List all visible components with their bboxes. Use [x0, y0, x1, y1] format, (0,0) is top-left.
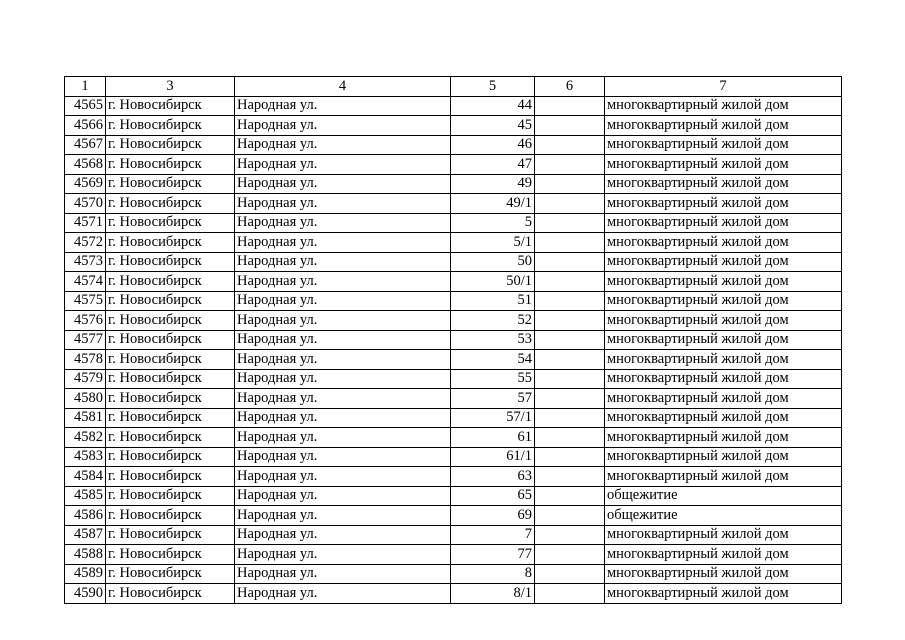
empty-cell — [535, 584, 605, 604]
house-number-cell: 49/1 — [451, 194, 535, 214]
table-row — [65, 311, 842, 331]
table-row — [65, 135, 842, 155]
street-cell: Народная ул. — [235, 233, 451, 253]
house-number-cell: 44 — [451, 96, 535, 116]
street-cell: Народная ул. — [235, 213, 451, 233]
row-number-cell: 4577 — [65, 330, 106, 350]
building-type-cell: многоквартирный жилой дом — [605, 350, 842, 370]
street-cell: Народная ул. — [235, 408, 451, 428]
street-cell: Народная ул. — [235, 272, 451, 292]
row-number-cell: 4578 — [65, 350, 106, 370]
building-type-cell: общежитие — [605, 486, 842, 506]
table-row — [65, 389, 842, 409]
row-number-cell: 4573 — [65, 252, 106, 272]
empty-cell — [535, 564, 605, 584]
house-number-cell: 50 — [451, 252, 535, 272]
row-number-cell: 4588 — [65, 545, 106, 565]
city-cell: г. Новосибирск — [106, 584, 235, 604]
street-cell: Народная ул. — [235, 155, 451, 175]
table-row — [65, 233, 842, 253]
street-cell: Народная ул. — [235, 135, 451, 155]
house-number-cell: 53 — [451, 330, 535, 350]
house-number-cell: 63 — [451, 467, 535, 487]
city-cell: г. Новосибирск — [106, 369, 235, 389]
row-number-cell: 4587 — [65, 525, 106, 545]
building-type-cell: многоквартирный жилой дом — [605, 447, 842, 467]
house-number-cell: 50/1 — [451, 272, 535, 292]
table-row — [65, 467, 842, 487]
house-number-cell: 45 — [451, 116, 535, 136]
street-cell: Народная ул. — [235, 447, 451, 467]
row-number-cell: 4584 — [65, 467, 106, 487]
city-cell: г. Новосибирск — [106, 350, 235, 370]
row-number-cell: 4581 — [65, 408, 106, 428]
row-number-cell: 4576 — [65, 311, 106, 331]
city-cell: г. Новосибирск — [106, 252, 235, 272]
city-cell: г. Новосибирск — [106, 525, 235, 545]
building-type-cell: многоквартирный жилой дом — [605, 116, 842, 136]
house-number-cell: 69 — [451, 506, 535, 526]
street-cell: Народная ул. — [235, 428, 451, 448]
street-cell: Народная ул. — [235, 174, 451, 194]
building-type-cell: многоквартирный жилой дом — [605, 330, 842, 350]
city-cell: г. Новосибирск — [106, 96, 235, 116]
city-cell: г. Новосибирск — [106, 233, 235, 253]
street-cell: Народная ул. — [235, 96, 451, 116]
empty-cell — [535, 311, 605, 331]
empty-cell — [535, 428, 605, 448]
table-row — [65, 252, 842, 272]
city-cell: г. Новосибирск — [106, 389, 235, 409]
empty-cell — [535, 272, 605, 292]
house-number-cell: 8/1 — [451, 584, 535, 604]
table-body — [65, 96, 842, 603]
row-number-cell: 4586 — [65, 506, 106, 526]
empty-cell — [535, 213, 605, 233]
table-row — [65, 194, 842, 214]
empty-cell — [535, 350, 605, 370]
house-number-cell: 65 — [451, 486, 535, 506]
row-number-cell: 4569 — [65, 174, 106, 194]
row-number-cell: 4567 — [65, 135, 106, 155]
row-number-cell: 4580 — [65, 389, 106, 409]
address-register-table — [64, 76, 842, 604]
city-cell: г. Новосибирск — [106, 447, 235, 467]
house-number-cell: 5 — [451, 213, 535, 233]
table-row — [65, 447, 842, 467]
street-cell: Народная ул. — [235, 506, 451, 526]
house-number-cell: 57 — [451, 389, 535, 409]
building-type-cell: многоквартирный жилой дом — [605, 369, 842, 389]
empty-cell — [535, 252, 605, 272]
building-type-cell: многоквартирный жилой дом — [605, 174, 842, 194]
row-number-cell: 4582 — [65, 428, 106, 448]
house-number-cell: 47 — [451, 155, 535, 175]
house-number-cell: 7 — [451, 525, 535, 545]
table-row — [65, 486, 842, 506]
empty-cell — [535, 155, 605, 175]
row-number-cell: 4585 — [65, 486, 106, 506]
city-cell: г. Новосибирск — [106, 155, 235, 175]
row-number-cell: 4565 — [65, 96, 106, 116]
city-cell: г. Новосибирск — [106, 291, 235, 311]
table-row — [65, 369, 842, 389]
table-row — [65, 564, 842, 584]
street-cell: Народная ул. — [235, 311, 451, 331]
city-cell: г. Новосибирск — [106, 506, 235, 526]
header-cell-col7: 7 — [605, 77, 842, 97]
table-row — [65, 155, 842, 175]
building-type-cell: многоквартирный жилой дом — [605, 467, 842, 487]
table-row — [65, 428, 842, 448]
house-number-cell: 49 — [451, 174, 535, 194]
empty-cell — [535, 330, 605, 350]
empty-cell — [535, 233, 605, 253]
city-cell: г. Новосибирск — [106, 486, 235, 506]
street-cell: Народная ул. — [235, 330, 451, 350]
empty-cell — [535, 447, 605, 467]
building-type-cell: многоквартирный жилой дом — [605, 135, 842, 155]
table-row — [65, 506, 842, 526]
city-cell: г. Новосибирск — [106, 174, 235, 194]
street-cell: Народная ул. — [235, 350, 451, 370]
house-number-cell: 8 — [451, 564, 535, 584]
table-row — [65, 408, 842, 428]
empty-cell — [535, 467, 605, 487]
house-number-cell: 61 — [451, 428, 535, 448]
header-row — [65, 77, 842, 97]
empty-cell — [535, 545, 605, 565]
building-type-cell: многоквартирный жилой дом — [605, 408, 842, 428]
empty-cell — [535, 369, 605, 389]
city-cell: г. Новосибирск — [106, 311, 235, 331]
building-type-cell: многоквартирный жилой дом — [605, 564, 842, 584]
city-cell: г. Новосибирск — [106, 194, 235, 214]
row-number-cell: 4589 — [65, 564, 106, 584]
street-cell: Народная ул. — [235, 291, 451, 311]
city-cell: г. Новосибирск — [106, 272, 235, 292]
city-cell: г. Новосибирск — [106, 545, 235, 565]
row-number-cell: 4590 — [65, 584, 106, 604]
table-header — [65, 77, 842, 97]
city-cell: г. Новосибирск — [106, 116, 235, 136]
building-type-cell: многоквартирный жилой дом — [605, 311, 842, 331]
building-type-cell: многоквартирный жилой дом — [605, 233, 842, 253]
house-number-cell: 61/1 — [451, 447, 535, 467]
building-type-cell: многоквартирный жилой дом — [605, 155, 842, 175]
table-row — [65, 272, 842, 292]
table-row — [65, 96, 842, 116]
header-cell-col4: 4 — [235, 77, 451, 97]
city-cell: г. Новосибирск — [106, 213, 235, 233]
row-number-cell: 4574 — [65, 272, 106, 292]
house-number-cell: 55 — [451, 369, 535, 389]
empty-cell — [535, 135, 605, 155]
row-number-cell: 4568 — [65, 155, 106, 175]
header-cell-col1: 1 — [65, 77, 106, 97]
table-row — [65, 116, 842, 136]
building-type-cell: многоквартирный жилой дом — [605, 252, 842, 272]
row-number-cell: 4571 — [65, 213, 106, 233]
row-number-cell: 4572 — [65, 233, 106, 253]
street-cell: Народная ул. — [235, 252, 451, 272]
building-type-cell: многоквартирный жилой дом — [605, 389, 842, 409]
house-number-cell: 77 — [451, 545, 535, 565]
house-number-cell: 57/1 — [451, 408, 535, 428]
house-number-cell: 46 — [451, 135, 535, 155]
row-number-cell: 4579 — [65, 369, 106, 389]
empty-cell — [535, 486, 605, 506]
empty-cell — [535, 408, 605, 428]
city-cell: г. Новосибирск — [106, 428, 235, 448]
table-row — [65, 174, 842, 194]
empty-cell — [535, 525, 605, 545]
building-type-cell: многоквартирный жилой дом — [605, 428, 842, 448]
street-cell: Народная ул. — [235, 486, 451, 506]
empty-cell — [535, 389, 605, 409]
table-row — [65, 330, 842, 350]
street-cell: Народная ул. — [235, 194, 451, 214]
table-row — [65, 545, 842, 565]
street-cell: Народная ул. — [235, 369, 451, 389]
city-cell: г. Новосибирск — [106, 467, 235, 487]
table-row — [65, 584, 842, 604]
street-cell: Народная ул. — [235, 584, 451, 604]
street-cell: Народная ул. — [235, 467, 451, 487]
building-type-cell: многоквартирный жилой дом — [605, 272, 842, 292]
house-number-cell: 54 — [451, 350, 535, 370]
empty-cell — [535, 174, 605, 194]
city-cell: г. Новосибирск — [106, 564, 235, 584]
row-number-cell: 4570 — [65, 194, 106, 214]
table-row — [65, 350, 842, 370]
building-type-cell: многоквартирный жилой дом — [605, 545, 842, 565]
street-cell: Народная ул. — [235, 564, 451, 584]
row-number-cell: 4575 — [65, 291, 106, 311]
building-type-cell: многоквартирный жилой дом — [605, 291, 842, 311]
street-cell: Народная ул. — [235, 545, 451, 565]
building-type-cell: общежитие — [605, 506, 842, 526]
building-type-cell: многоквартирный жилой дом — [605, 213, 842, 233]
house-number-cell: 52 — [451, 311, 535, 331]
city-cell: г. Новосибирск — [106, 408, 235, 428]
table-row — [65, 291, 842, 311]
building-type-cell: многоквартирный жилой дом — [605, 194, 842, 214]
table-row — [65, 525, 842, 545]
house-number-cell: 51 — [451, 291, 535, 311]
city-cell: г. Новосибирск — [106, 330, 235, 350]
street-cell: Народная ул. — [235, 525, 451, 545]
empty-cell — [535, 506, 605, 526]
empty-cell — [535, 291, 605, 311]
table-row — [65, 213, 842, 233]
house-number-cell: 5/1 — [451, 233, 535, 253]
building-type-cell: многоквартирный жилой дом — [605, 96, 842, 116]
empty-cell — [535, 194, 605, 214]
street-cell: Народная ул. — [235, 116, 451, 136]
header-cell-col5: 5 — [451, 77, 535, 97]
empty-cell — [535, 116, 605, 136]
empty-cell — [535, 96, 605, 116]
building-type-cell: многоквартирный жилой дом — [605, 525, 842, 545]
header-cell-col3: 3 — [106, 77, 235, 97]
city-cell: г. Новосибирск — [106, 135, 235, 155]
row-number-cell: 4566 — [65, 116, 106, 136]
header-cell-col6: 6 — [535, 77, 605, 97]
building-type-cell: многоквартирный жилой дом — [605, 584, 842, 604]
street-cell: Народная ул. — [235, 389, 451, 409]
row-number-cell: 4583 — [65, 447, 106, 467]
